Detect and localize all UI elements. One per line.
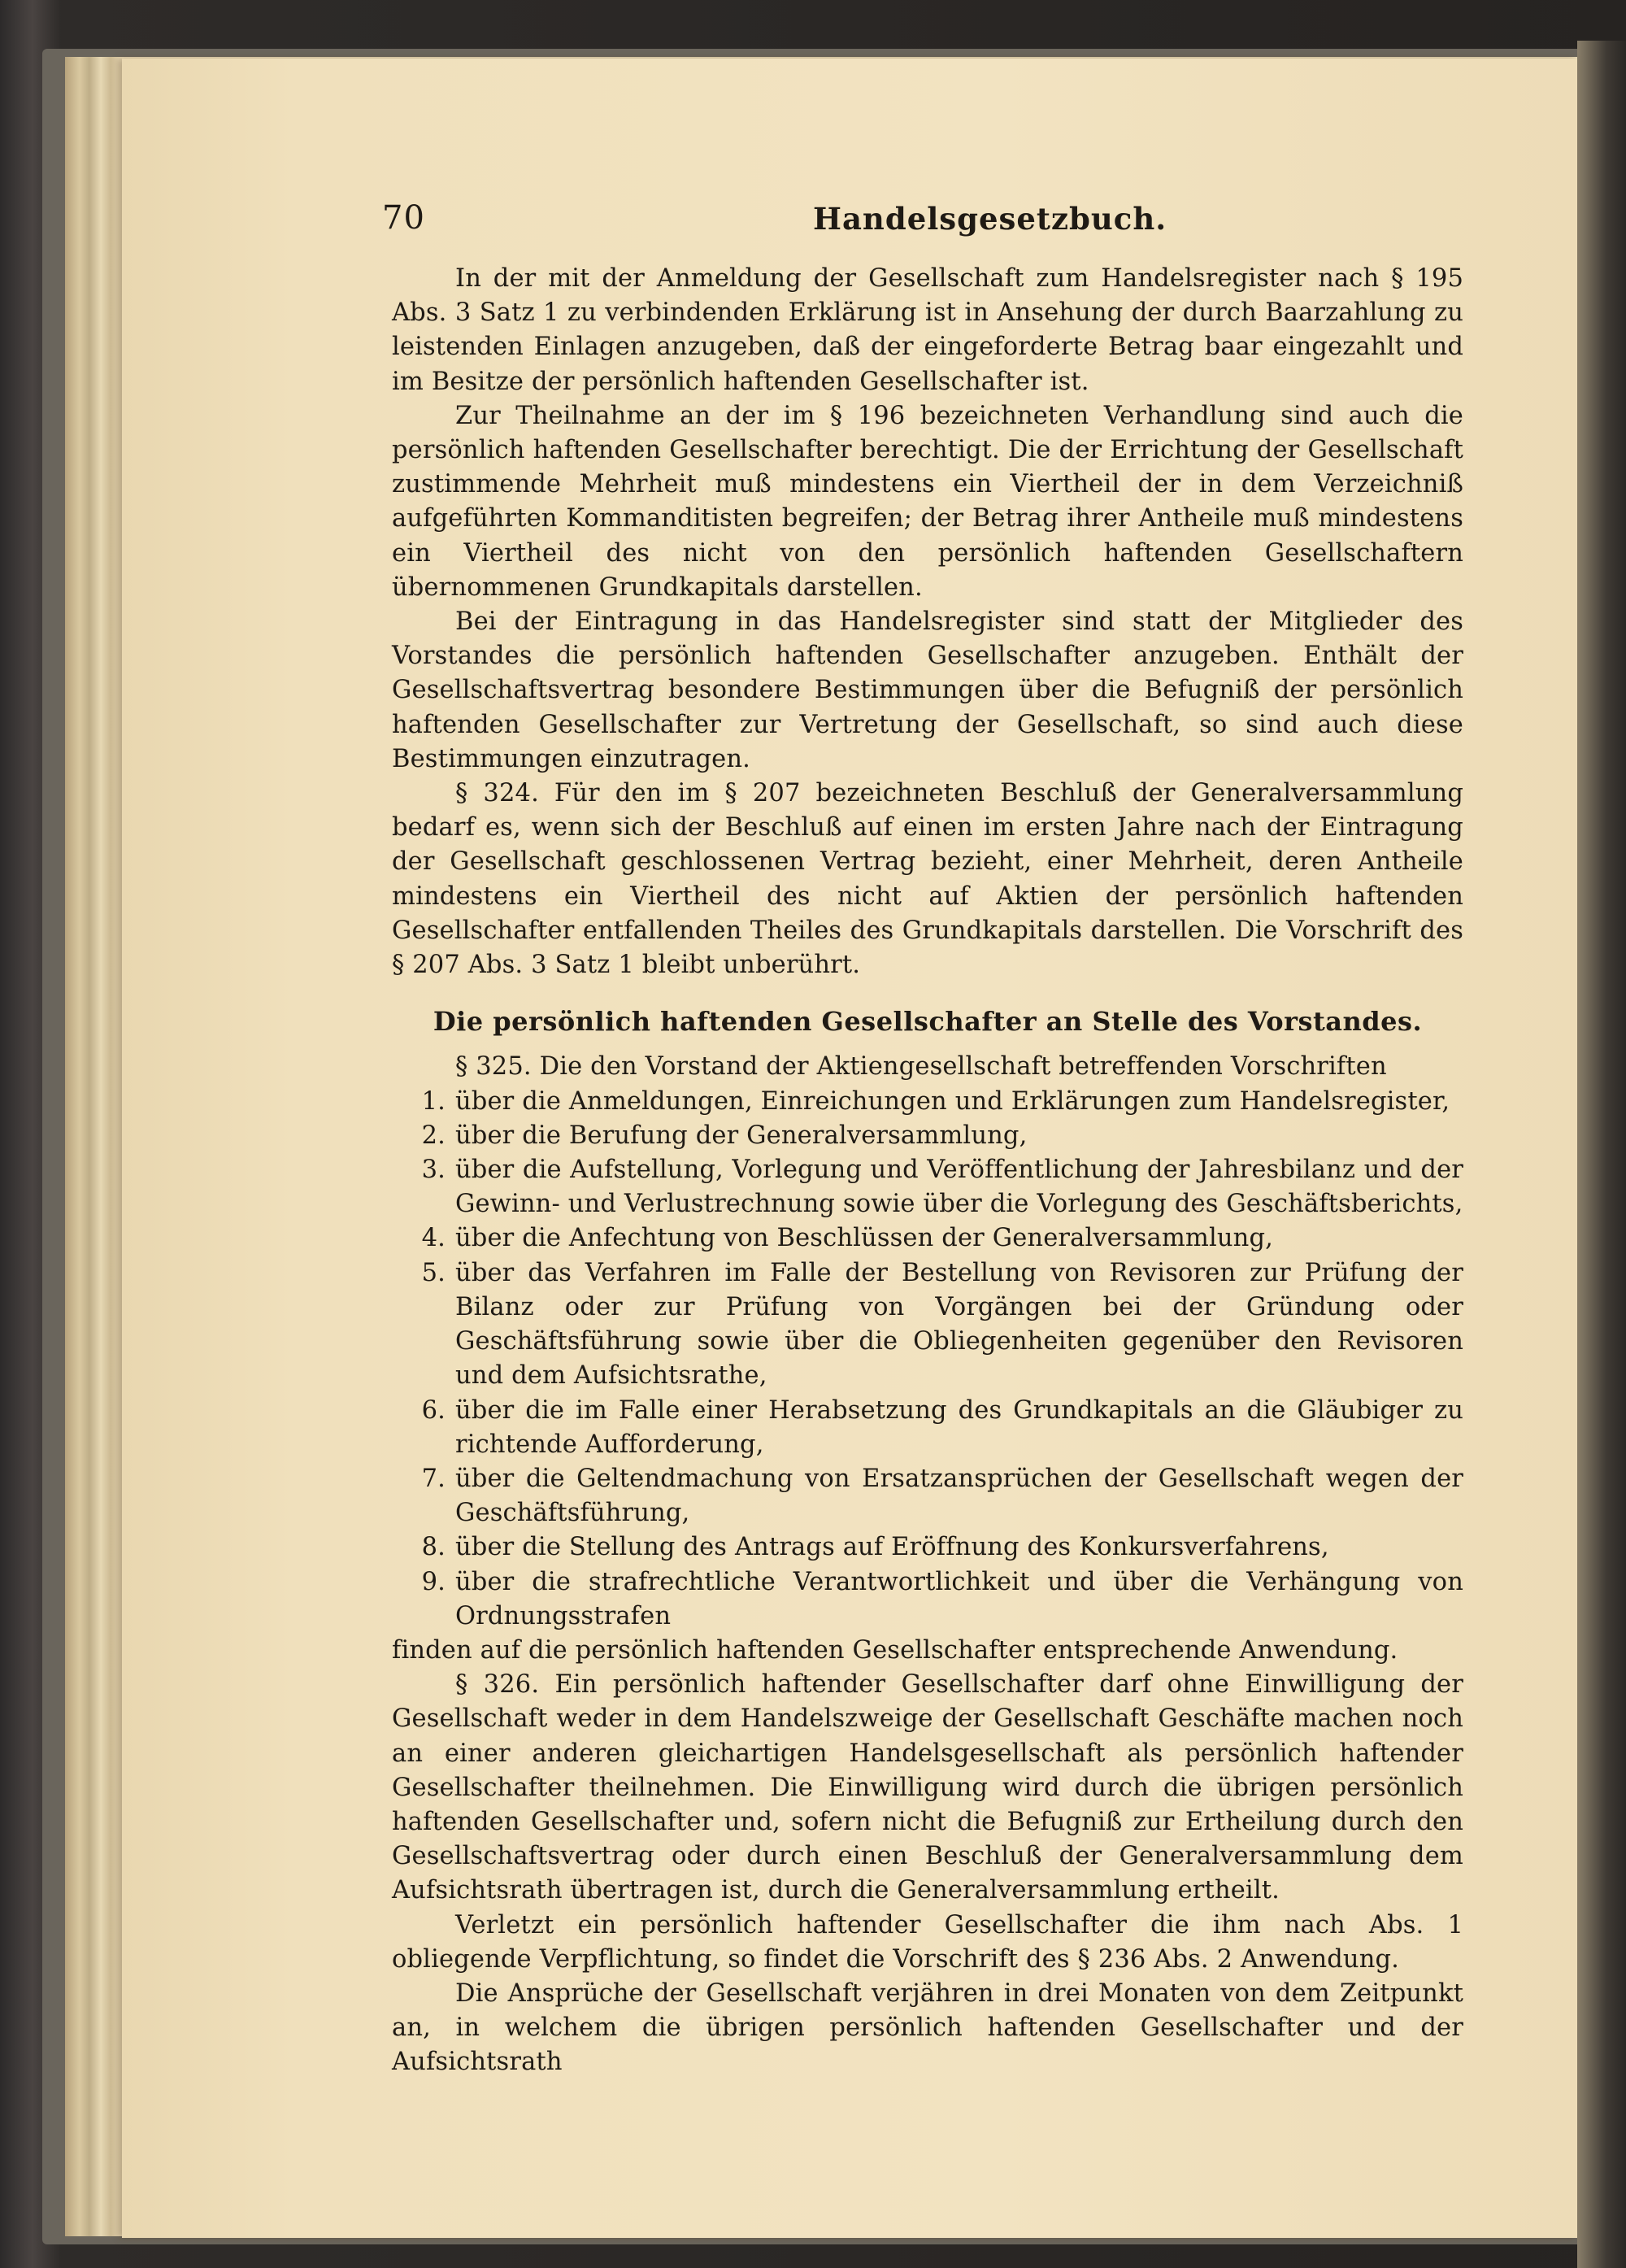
running-title: Handelsgesetzbuch. [813, 201, 1167, 237]
list-item [392, 1565, 1463, 1634]
paragraph-section-324: § 324. Für den im § 207 bezeichneten Beschluß der Generalversammlung bedarf es, wenn sich der Beschluß auf einen im ersten Jahre nach der Eintragung der Gesellschaft geschlossenen Vertrag bezieht, einer Mehrheit, deren Antheile mindestens ein Viertheil des nicht auf Aktien der persönlich haftenden Gesellschafter entfallenden Theiles des Grundkapitals darstellen. Die Vorschrift des § 207 Abs. 3 Satz 1 bleibt unberührt. [392, 779, 1463, 980]
list-number: 5. [421, 1258, 446, 1287]
list-number: 7. [421, 1464, 446, 1493]
list-number: 3. [421, 1156, 446, 1185]
list-text: über die Berufung der Generalversammlung, [455, 1121, 1028, 1150]
section-heading: Die persönlich haftenden Gesellschafter an Stelle des Vorstandes. [433, 1006, 1423, 1038]
paragraph-section-326: § 326. Ein persönlich haftender Gesellschafter darf ohne Einwilligung der Gesellschaft weder in dem Handelszweige der Gesellschaft Geschäfte machen noch an einer anderen gleichartigen Handelsgesellschaft als persönlich haftender Gesellschafter theilnehmen. Die Einwilligung wird durch die übrigen persönlich haftenden Gesellschafter und, sofern nicht die Befugniß zur Ertheilung durch den Gesellschaftsvertrag oder durch einen Beschluß der Generalversammlung dem Aufsichtsrath übertragen ist, durch die Generalversammlung ertheilt. [392, 1670, 1463, 1905]
paragraph: Bei der Eintragung in das Handelsregister sind statt der Mitglieder des Vorstandes die persönlich haftenden Gesellschafter anzugeben. Enthält der Gesellschaftsvertrag besondere Bestimmungen über die Befugniß der persönlich haftenden Gesellschafter zur Vertretung der Gesellschaft, so sind auch diese Bestimmungen einzutragen. [392, 607, 1463, 773]
list-item [392, 1119, 1463, 1153]
list-text: über die Geltendmachung von Ersatzansprüchen der Gesellschaft wegen der Geschäftsführung, [455, 1464, 1463, 1528]
list-item [392, 1394, 1463, 1462]
list-number: 4. [421, 1224, 446, 1253]
list-number: 1. [421, 1086, 446, 1116]
section-325-list [392, 1085, 1463, 1634]
list-item [392, 1085, 1463, 1119]
list-text: über die strafrechtliche Verantwortlichkeit und über die Verhängung von Ordnungsstrafen [455, 1567, 1463, 1630]
list-number: 9. [421, 1567, 446, 1596]
list-text: über die Aufstellung, Vorlegung und Veröffentlichung der Jahresbilanz und der Gewinn- und Verlustrechnung sowie über die Vorlegung des Geschäftsberichts, [455, 1156, 1463, 1219]
paragraph: Zur Theilnahme an der im § 196 bezeichneten Verhandlung sind auch die persönlich haftenden Gesellschafter berechtigt. Die der Errichtung der Gesellschaft zustimmende Mehrheit muß mindestens ein Viertheil der in dem Verzeichniß aufgeführten Kommanditisten begreifen; der Betrag ihrer Antheile muß mindestens ein Viertheil des nicht von den persönlich haftenden Gesellschaftern übernommenen Grundkapitals darstellen. [392, 401, 1463, 602]
list-item [392, 1530, 1463, 1565]
section-325-outro: finden auf die persönlich haftenden Gesellschafter entsprechende Anwendung. [392, 1635, 1398, 1665]
list-text: über die Anmeldungen, Einreichungen und Erklärungen zum Handelsregister, [455, 1086, 1450, 1116]
page-body [392, 262, 1463, 2080]
list-number: 8. [421, 1533, 446, 1562]
page-number: 70 [382, 199, 425, 237]
list-text: über die Stellung des Antrags auf Eröffnung des Konkursverfahrens, [455, 1533, 1329, 1562]
list-item [392, 1462, 1463, 1530]
list-number: 2. [421, 1121, 446, 1150]
list-item [392, 1221, 1463, 1256]
list-text: über die im Falle einer Herabsetzung des Grundkapitals an die Gläubiger zu richtende Aufforderung, [455, 1395, 1463, 1459]
list-text: über die Anfechtung von Beschlüssen der Generalversammlung, [455, 1224, 1273, 1253]
list-number: 6. [421, 1395, 446, 1425]
list-item [392, 1256, 1463, 1394]
paragraph: In der mit der Anmeldung der Gesellschaft zum Handelsregister nach § 195 Abs. 3 Satz 1 zu verbindenden Erklärung ist in Ansehung der durch Baarzahlung zu leistenden Einlagen anzugeben, daß der eingeforderte Betrag baar eingezahlt und im Besitze der persönlich haftenden Gesellschafter ist. [392, 264, 1463, 396]
list-item [392, 1153, 1463, 1221]
list-text: über das Verfahren im Falle der Bestellung von Revisoren zur Prüfung der Bilanz oder zur Prüfung von Vorgängen bei der Gründung oder Geschäftsführung sowie über die Obliegenheiten gegenüber den Revisoren und dem Aufsichtsrathe, [455, 1258, 1463, 1391]
book-right-edge [1577, 41, 1626, 2268]
page-header [382, 199, 1463, 248]
paragraph: Die Ansprüche der Gesellschaft verjähren in drei Monaten von dem Zeitpunkt an, in welchem die übrigen persönlich haftenden Gesellschafter und der Aufsichtsrath [392, 1979, 1463, 2077]
paragraph: Verletzt ein persönlich haftender Gesellschafter die ihm nach Abs. 1 obliegende Verpflichtung, so findet die Vorschrift des § 236 Abs. 2 Anwendung. [392, 1910, 1463, 1974]
section-325-intro: § 325. Die den Vorstand der Aktiengesellschaft betreffenden Vorschriften [455, 1052, 1387, 1082]
